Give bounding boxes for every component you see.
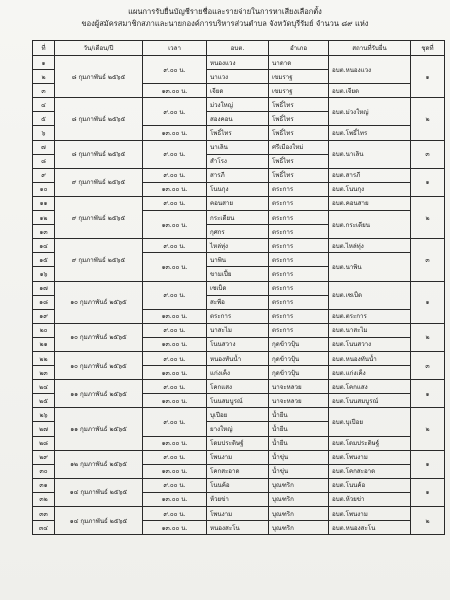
row-number: ๑๐ [33,182,55,196]
team-cell: ๓ [411,239,445,281]
district-cell: บุณฑริก [269,507,329,521]
team-cell: ๒ [411,408,445,450]
row-number: ๒๙ [33,450,55,464]
date-cell: ๙ กุมภาพันธ์ ๒๕๖๕ [55,196,143,238]
district-cell: นาจะหลวย [269,394,329,408]
subdistrict-cell: โพนงาม [207,507,269,521]
district-cell: โพธิ์ไทร [269,154,329,168]
time-cell: ๙.๐๐ น. [143,239,207,253]
subdistrict-cell: ขามเปี้ย [207,267,269,281]
venue-cell: อบต.โดมประดิษฐ์ [329,436,411,450]
district-cell: ตระการ [269,253,329,267]
district-cell: น้ำขุ่น [269,464,329,478]
document-title: แผนการรับยื่นบัญชีรายชื่อและรายจ่ายในการหาเสียงเลือกตั้ง [128,7,322,16]
team-cell: ๓ [411,140,445,168]
row-number: ๒๒ [33,351,55,365]
subdistrict-cell: นาเลิน [207,140,269,154]
venue-cell: อบต.โนนค้อ [329,478,411,492]
venue-cell: อบต.แก่งเค็ง [329,366,411,380]
venue-cell: อบต.นาพิน [329,253,411,281]
district-cell: ตระการ [269,211,329,225]
time-cell: ๙.๐๐ น. [143,323,207,337]
subdistrict-cell: ตระการ [207,309,269,323]
district-cell: น้ำยืน [269,408,329,422]
time-cell: ๑๓.๐๐ น. [143,394,207,408]
venue-cell: อบต.เจียด [329,84,411,98]
team-cell: ๑ [411,450,445,478]
venue-cell: อบต.บุเปือย [329,408,411,436]
subdistrict-cell: นาแวง [207,70,269,84]
table-row [33,408,445,422]
time-cell: ๑๓.๐๐ น. [143,521,207,535]
subdistrict-cell: กุศกร [207,225,269,239]
subdistrict-cell: โพนงาม [207,450,269,464]
district-cell: ตระการ [269,295,329,309]
table-row [33,351,445,365]
table-row [33,281,445,295]
table-row [33,507,445,521]
date-cell: ๘ กุมภาพันธ์ ๒๕๖๕ [55,98,143,140]
row-number: ๒๕ [33,394,55,408]
date-cell: ๙ กุมภาพันธ์ ๒๕๖๕ [55,168,143,196]
team-cell: ๒ [411,98,445,140]
row-number: ๘ [33,154,55,168]
subdistrict-cell: ยางใหญ่ [207,422,269,436]
subdistrict-cell: คอนสาย [207,196,269,210]
subdistrict-cell: โคกแสง [207,380,269,394]
time-cell: ๙.๐๐ น. [143,507,207,521]
subdistrict-cell: โนนสวาง [207,337,269,351]
venue-cell: อบต.โนนกุง [329,182,411,196]
team-cell: ๑ [411,56,445,98]
subdistrict-cell: โดมประดิษฐ์ [207,436,269,450]
row-number: ๒๗ [33,422,55,436]
table-row [33,196,445,210]
time-cell: ๑๓.๐๐ น. [143,337,207,351]
row-number: ๓๓ [33,507,55,521]
subdistrict-cell: หนองสะโน [207,521,269,535]
subdistrict-cell: สะพือ [207,295,269,309]
table-row [33,380,445,394]
district-cell: นาจะหลวย [269,380,329,394]
schedule-body [33,56,445,535]
venue-cell: อบต.เซเป็ด [329,281,411,309]
date-cell: ๑๑ กุมภาพันธ์ ๒๕๖๕ [55,380,143,408]
time-cell: ๑๓.๐๐ น. [143,464,207,478]
venue-cell: อบต.ม่วงใหญ่ [329,98,411,126]
time-cell: ๙.๐๐ น. [143,478,207,492]
time-cell: ๙.๐๐ น. [143,196,207,210]
venue-cell: อบต.ห้วยข่า [329,492,411,506]
subdistrict-cell: ม่วงใหญ่ [207,98,269,112]
time-cell: ๑๓.๐๐ น. [143,492,207,506]
subdistrict-cell: โนนค้อ [207,478,269,492]
district-cell: โพธิ์ไทร [269,168,329,182]
row-number: ๔ [33,98,55,112]
table-header-row [33,41,445,56]
subdistrict-cell: หนองทันน้ำ [207,351,269,365]
time-cell: ๙.๐๐ น. [143,98,207,126]
team-cell: ๒ [411,196,445,238]
team-cell: ๑ [411,168,445,196]
date-cell: ๑๔ กุมภาพันธ์ ๒๕๖๕ [55,478,143,506]
subdistrict-cell: นาสะไม [207,323,269,337]
district-cell: บุณฑริก [269,492,329,506]
venue-cell: อบต.คอนสาย [329,196,411,210]
date-cell: ๘ กุมภาพันธ์ ๒๕๖๕ [55,140,143,168]
row-number: ๖ [33,126,55,140]
table-row [33,450,445,464]
schedule-table [32,40,445,535]
row-number: ๓๑ [33,478,55,492]
district-cell: เขมราฐ [269,70,329,84]
venue-cell: อบต.โพนงาม [329,507,411,521]
team-cell: ๒ [411,507,445,535]
venue-cell: อบต.หนองสะโน [329,521,411,535]
subdistrict-cell: กระเดียน [207,211,269,225]
column-header: วัน/เดือน/ปี [55,41,143,56]
row-number: ๓๐ [33,464,55,478]
row-number: ๑๒ [33,211,55,225]
venue-cell: อบต.สารภี [329,168,411,182]
district-cell: ตระการ [269,323,329,337]
venue-cell: อบต.โพนงาม [329,450,411,464]
subdistrict-cell: แก่งเค็ง [207,366,269,380]
document-subtitle: ของผู้สมัครสมาชิกสภาและนายกองค์การบริหารส่วนตำบล จังหวัดบุรีรัมย์ จำนวน ๘๙ แห่ง [81,19,369,28]
venue-cell: อบต.หนองทันน้ำ [329,351,411,365]
subdistrict-cell: ไหล่ทุ่ง [207,239,269,253]
district-cell: ศรีเมืองใหม่ [269,140,329,154]
district-cell: น้ำยืน [269,422,329,436]
time-cell: ๑๓.๐๐ น. [143,309,207,323]
venue-cell: อบต.โคกแสง [329,380,411,394]
time-cell: ๙.๐๐ น. [143,450,207,464]
district-cell: โพธิ์ไทร [269,112,329,126]
time-cell: ๙.๐๐ น. [143,56,207,84]
row-number: ๒๐ [33,323,55,337]
column-header: สถานที่รับยื่น [329,41,411,56]
row-number: ๑๓ [33,225,55,239]
time-cell: ๑๓.๐๐ น. [143,211,207,239]
district-cell: ตระการ [269,239,329,253]
district-cell: ตระการ [269,182,329,196]
table-row [33,323,445,337]
venue-cell: อบต.กระเดียน [329,211,411,239]
subdistrict-cell: บุเปือย [207,408,269,422]
district-cell: บุณฑริก [269,478,329,492]
district-cell: ตระการ [269,196,329,210]
time-cell: ๙.๐๐ น. [143,380,207,394]
district-cell: เขมราฐ [269,84,329,98]
subdistrict-cell: โนนสมบูรณ์ [207,394,269,408]
team-cell: ๑ [411,380,445,408]
date-cell: ๑๔ กุมภาพันธ์ ๒๕๖๕ [55,507,143,535]
venue-cell: อบต.ตระการ [329,309,411,323]
time-cell: ๑๓.๐๐ น. [143,366,207,380]
subdistrict-cell: สำโรง [207,154,269,168]
time-cell: ๙.๐๐ น. [143,281,207,309]
column-header: ชุดที่ [411,41,445,56]
venue-cell: อบต.นาสะไม [329,323,411,337]
subdistrict-cell: หนองแวง [207,56,269,70]
subdistrict-cell: โพธิ์ไทร [207,126,269,140]
date-cell: ๑๑ กุมภาพันธ์ ๒๕๖๕ [55,408,143,450]
column-header: เวลา [143,41,207,56]
district-cell: บุณฑริก [269,521,329,535]
time-cell: ๑๓.๐๐ น. [143,253,207,281]
subdistrict-cell: เซเป็ด [207,281,269,295]
venue-cell: อบต.นาเลิน [329,140,411,168]
time-cell: ๑๓.๐๐ น. [143,182,207,196]
date-cell: ๙ กุมภาพันธ์ ๒๕๖๕ [55,239,143,281]
table-row [33,168,445,182]
team-cell: ๑ [411,478,445,506]
district-cell: กุดข้าวปุ้น [269,351,329,365]
row-number: ๑๑ [33,196,55,210]
table-row [33,140,445,154]
district-cell: โพธิ์ไทร [269,126,329,140]
row-number: ๑๔ [33,239,55,253]
district-cell: น้ำยืน [269,436,329,450]
time-cell: ๙.๐๐ น. [143,168,207,182]
date-cell: ๘ กุมภาพันธ์ ๒๕๖๕ [55,56,143,98]
district-cell: ตระการ [269,225,329,239]
subdistrict-cell: โนนกุง [207,182,269,196]
subdistrict-cell: สองคอน [207,112,269,126]
subdistrict-cell: ห้วยข่า [207,492,269,506]
district-cell: ตระการ [269,267,329,281]
district-cell: โพธิ์ไทร [269,98,329,112]
date-cell: ๑๐ กุมภาพันธ์ ๒๕๖๕ [55,351,143,379]
table-row [33,98,445,112]
table-row [33,478,445,492]
subdistrict-cell: สารภี [207,168,269,182]
subdistrict-cell: นาพิน [207,253,269,267]
row-number: ๒๑ [33,337,55,351]
row-number: ๒๔ [33,380,55,394]
district-cell: กุดข้าวปุ้น [269,337,329,351]
table-row [33,56,445,70]
row-number: ๓๒ [33,492,55,506]
column-header: อำเภอ [269,41,329,56]
row-number: ๑๗ [33,281,55,295]
row-number: ๑๙ [33,309,55,323]
venue-cell: อบต.โนนสมบูรณ์ [329,394,411,408]
district-cell: นาดาด [269,56,329,70]
date-cell: ๑๐ กุมภาพันธ์ ๒๕๖๕ [55,281,143,323]
row-number: ๙ [33,168,55,182]
column-header: ที่ [33,41,55,56]
time-cell: ๑๓.๐๐ น. [143,126,207,140]
venue-cell: อบต.โคกสะอาด [329,464,411,478]
venue-cell: อบต.โนนสวาง [329,337,411,351]
row-number: ๑๘ [33,295,55,309]
subdistrict-cell: โคกสะอาด [207,464,269,478]
time-cell: ๙.๐๐ น. [143,408,207,436]
district-cell: กุดข้าวปุ้น [269,366,329,380]
document-header [0,6,450,30]
team-cell: ๒ [411,323,445,351]
district-cell: ตระการ [269,309,329,323]
venue-cell: อบต.ไหล่ทุ่ง [329,239,411,253]
district-cell: น้ำขุ่น [269,450,329,464]
row-number: ๒๖ [33,408,55,422]
row-number: ๓ [33,84,55,98]
time-cell: ๙.๐๐ น. [143,140,207,168]
row-number: ๗ [33,140,55,154]
row-number: ๒ [33,70,55,84]
row-number: ๓๔ [33,521,55,535]
team-cell: ๑ [411,281,445,323]
row-number: ๒๓ [33,366,55,380]
row-number: ๑๕ [33,253,55,267]
date-cell: ๑๐ กุมภาพันธ์ ๒๕๖๕ [55,323,143,351]
table-row [33,239,445,253]
row-number: ๑๖ [33,267,55,281]
time-cell: ๙.๐๐ น. [143,351,207,365]
time-cell: ๑๓.๐๐ น. [143,84,207,98]
team-cell: ๓ [411,351,445,379]
row-number: ๕ [33,112,55,126]
district-cell: ตระการ [269,281,329,295]
venue-cell: อบต.หนองแวง [329,56,411,84]
row-number: ๑ [33,56,55,70]
subdistrict-cell: เจียด [207,84,269,98]
date-cell: ๑๒ กุมภาพันธ์ ๒๕๖๕ [55,450,143,478]
venue-cell: อบต.โพธิ์ไทร [329,126,411,140]
time-cell: ๑๓.๐๐ น. [143,436,207,450]
row-number: ๒๘ [33,436,55,450]
column-header: อบต. [207,41,269,56]
